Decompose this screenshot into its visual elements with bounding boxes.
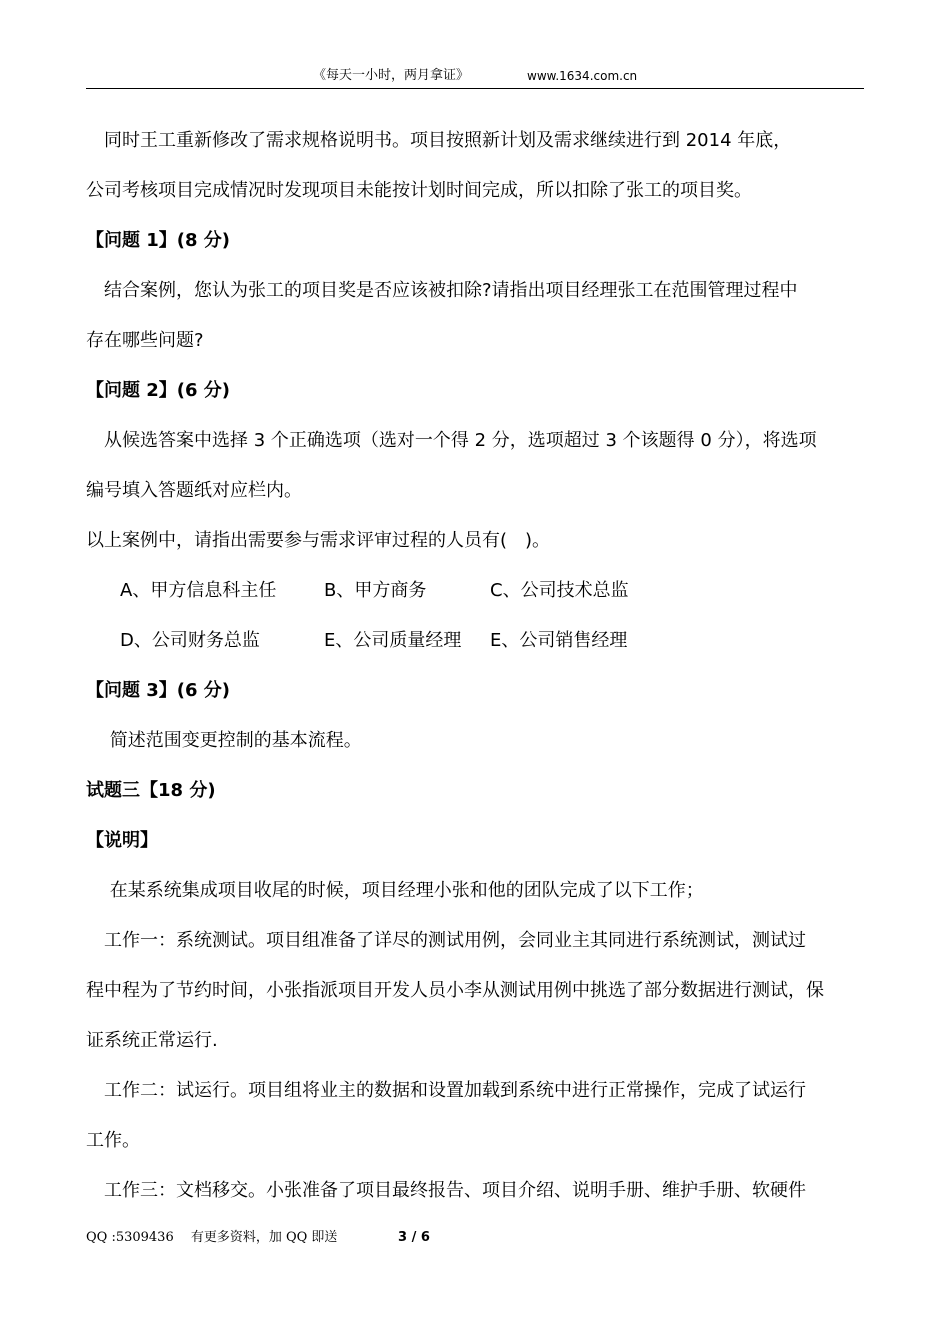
paragraph-line: 结合案例，您认为张工的项目奖是否应该被扣除?请指出项目经理张工在范围管理过程中 bbox=[86, 280, 798, 301]
option-item: E、公司销售经理 bbox=[490, 630, 628, 651]
paragraph-line: 工作。 bbox=[86, 1130, 140, 1151]
page-footer bbox=[86, 1226, 864, 1250]
page-number: 3 / 6 bbox=[398, 1230, 430, 1245]
footer-contact: QQ :5309436 有更多资料，加 QQ 即送 bbox=[86, 1230, 338, 1245]
option-item: E、公司质量经理 bbox=[324, 630, 462, 651]
page-header bbox=[86, 66, 864, 89]
question-3-heading: 【问题 3】(6 分) bbox=[86, 680, 231, 701]
option-item: C、公司技术总监 bbox=[490, 580, 629, 601]
option-item: B、甲方商务 bbox=[324, 580, 427, 601]
paragraph-line: 存在哪些问题? bbox=[86, 330, 204, 351]
paragraph-line: 工作二：试运行。项目组将业主的数据和设置加载到系统中进行正常操作，完成了试运行 bbox=[86, 1080, 806, 1101]
option-item: D、公司财务总监 bbox=[120, 630, 260, 651]
question-2-heading: 【问题 2】(6 分) bbox=[86, 380, 231, 401]
question-1-heading: 【问题 1】(8 分) bbox=[86, 230, 231, 251]
section-title: 试题三【18 分) bbox=[86, 780, 216, 801]
paragraph-line: 程中程为了节约时间，小张指派项目开发人员小李从测试用例中挑选了部分数据进行测试，保 bbox=[86, 980, 824, 1001]
paragraph-line: 证系统正常运行. bbox=[86, 1030, 218, 1051]
paragraph-line: 工作一：系统测试。项目组准备了详尽的测试用例，会同业主其同进行系统测试，测试过 bbox=[86, 930, 806, 951]
paragraph-line: 工作三：文档移交。小张准备了项目最终报告、项目介绍、说明手册、维护手册、软硬件 bbox=[86, 1180, 806, 1201]
paragraph-line: 以上案例中，请指出需要参与需求评审过程的人员有( )。 bbox=[86, 530, 551, 551]
paragraph-line: 同时王工重新修改了需求规格说明书。项目按照新计划及需求继续进行到 2014 年底， bbox=[86, 130, 792, 151]
paragraph-line: 公司考核项目完成情况时发现项目未能按计划时间完成，所以扣除了张工的项目奖。 bbox=[86, 180, 752, 201]
paragraph-line: 在某系统集成项目收尾的时候，项目经理小张和他的团队完成了以下工作； bbox=[86, 880, 704, 901]
header-slogan: 《每天一小时，两月拿证》 bbox=[313, 68, 470, 83]
option-item: A、甲方信息科主任 bbox=[120, 580, 277, 601]
paragraph-line: 简述范围变更控制的基本流程。 bbox=[86, 730, 362, 751]
paragraph-line: 从候选答案中选择 3 个正确选项（选对一个得 2 分，选项超过 3 个该题得 0 分），将选项 bbox=[86, 430, 817, 451]
description-heading: 【说明】 bbox=[86, 830, 158, 851]
paragraph-line: 编号填入答题纸对应栏内。 bbox=[86, 480, 302, 501]
header-site: www.1634.com.cn bbox=[527, 69, 638, 83]
